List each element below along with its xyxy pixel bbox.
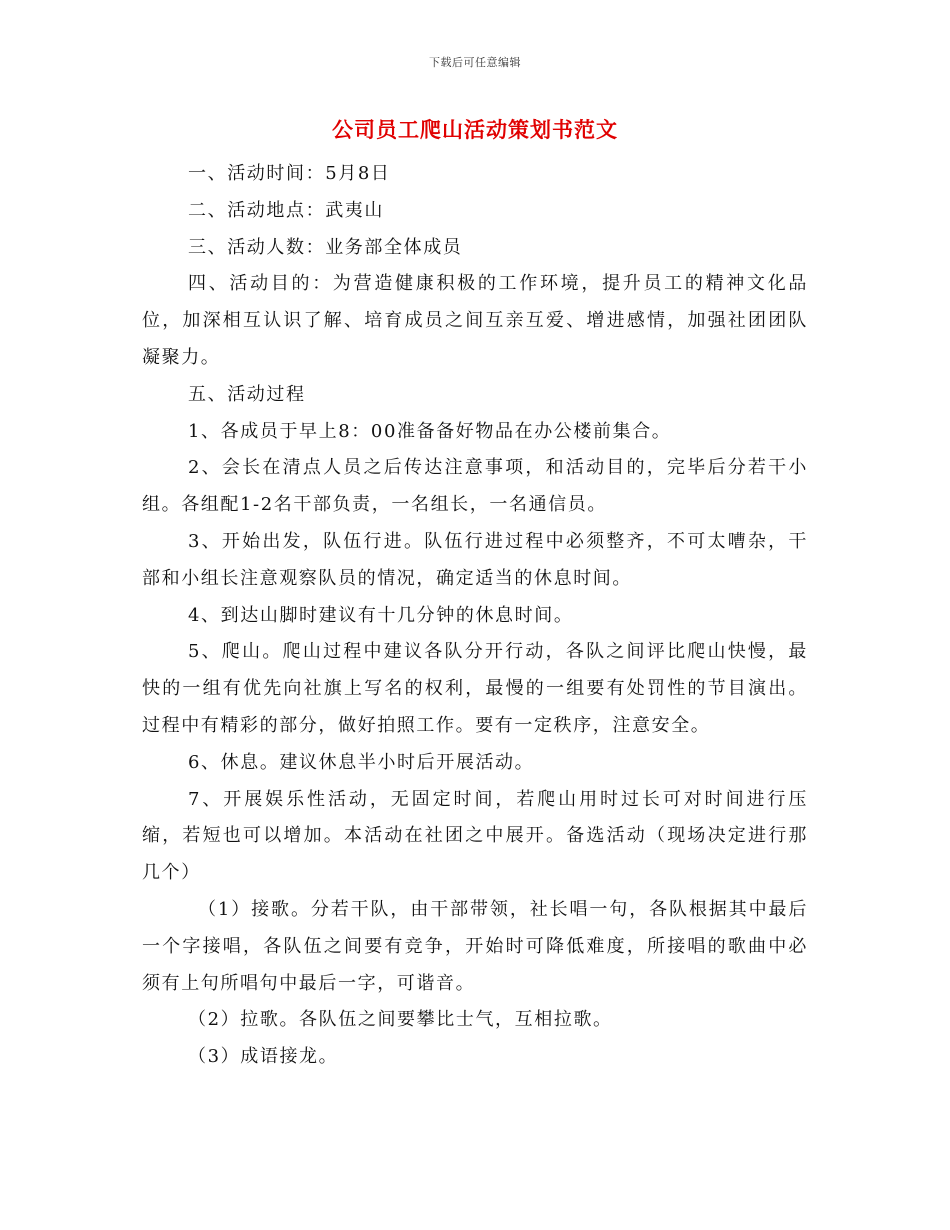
- paragraph-step-3: 3、开始出发，队伍行进。队伍行进过程中必须整齐，不可太嘈杂，干部和小组长注意观察队员的情况，确定适当的休息时间。: [142, 530, 808, 589]
- paragraph-activity-location: 二、活动地点：武夷山: [188, 199, 384, 221]
- paragraph-activity-participants: 三、活动人数：业务部全体成员: [188, 236, 463, 258]
- paragraph-option-2: （2）拉歌。各队伍之间要攀比士气，互相拉歌。: [188, 1009, 613, 1031]
- paragraph-step-2: 2、会长在清点人员之后传达注意事项，和活动目的，完毕后分若干小组。各组配1-2名干部负责，一名组长，一名通信员。: [142, 457, 808, 516]
- paragraph-step-1: 1、各成员于早上8：00准备备好物品在办公楼前集合。: [188, 420, 672, 442]
- header-note: 下载后可任意编辑: [429, 56, 521, 69]
- paragraph-option-1: （1）接歌。分若干队，由干部带领，社长唱一句，各队根据其中最后一个字接唱，各队伍之间要有竞争，开始时可降低难度，所接唱的歌曲中必须有上句所唱句中最后一字，可谐音。: [142, 898, 808, 994]
- document-body: [142, 156, 808, 1076]
- paragraph-step-6: 6、休息。建议休息半小时后开展活动。: [188, 751, 535, 773]
- paragraph-activity-purpose: 四、活动目的：为营造健康积极的工作环境，提升员工的精神文化品位，加深相互认识了解、培育成员之间互亲互爱、增进感情，加强社团团队凝聚力。: [142, 273, 808, 368]
- document-title: 公司员工爬山活动策划书范文: [332, 117, 618, 142]
- paragraph-step-4: 4、到达山脚时建议有十几分钟的休息时间。: [188, 604, 574, 626]
- paragraph-activity-time: 一、活动时间：5月8日: [188, 163, 391, 184]
- paragraph-step-5: 5、爬山。爬山过程中建议各队分开行动，各队之间评比爬山快慢，最快的一组有优先向社旗上写名的权利，最慢的一组要有处罚性的节目演出。过程中有精彩的部分，做好拍照工作。要有一定秩序，注意安全。: [142, 641, 808, 736]
- paragraph-step-7: 7、开展娱乐性活动，无固定时间，若爬山用时过长可对时间进行压缩，若短也可以增加。本活动在社团之中展开。备选活动（现场决定进行那几个）: [142, 788, 808, 884]
- paragraph-activity-process-heading: 五、活动过程: [188, 383, 306, 405]
- paragraph-option-3: （3）成语接龙。: [188, 1046, 339, 1068]
